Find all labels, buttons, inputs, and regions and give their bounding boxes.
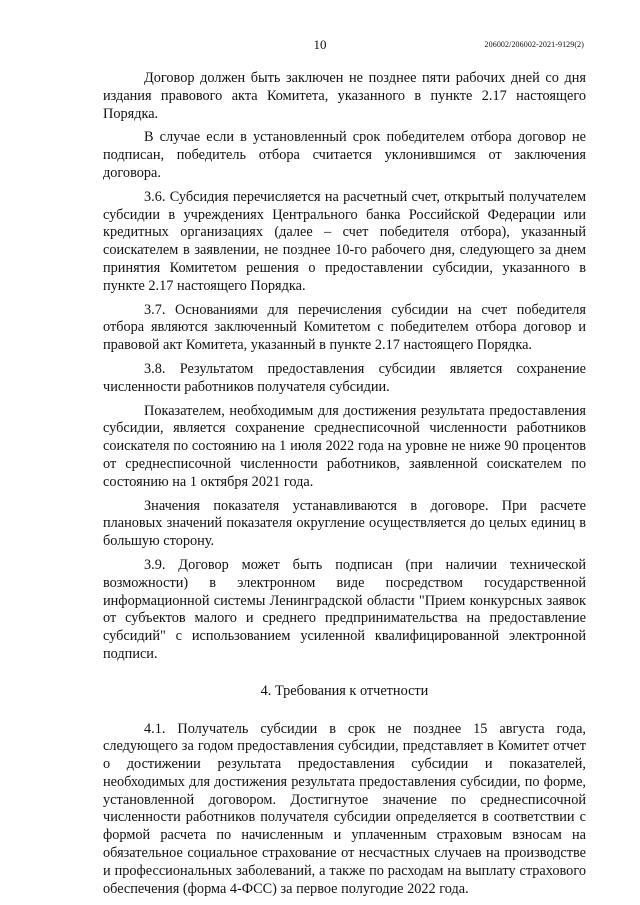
section-heading-reporting: 4. Требования к отчетности bbox=[260, 682, 429, 699]
page-number: 10 bbox=[313, 37, 327, 52]
paragraph-indicator-values: Значения показателя устанавливаются в договоре. При расчете плановых значений показателя округление осуществляется до целых единиц в большую сторону. bbox=[103, 497, 586, 550]
paragraph-4-1: 4.1. Получатель субсидии в срок не позднее 15 августа года, следующего за годом предоставления субсидии, представляет в Комитет отчет о достижении результата предоставления субсидии и показателей, необходимых для достижения результата предоставления субсидии, по форме, установленной договором. Достигнутое значение по среднесписочной численности работников получателя субсидии определяется в соответствии с формой расчета по начисленным и уплаченным страховым взносам на обязательное социальное страхование от несчастных случаев на производстве и профессиональных заболеваний, а также по расходам на выплату страхового обеспечения (форма 4-ФСС) за первое полугодие 2022 года. bbox=[103, 720, 586, 897]
document-code: 206002/206002-2021-9129(2) bbox=[484, 40, 584, 49]
paragraph-3-9: 3.9. Договор может быть подписан (при наличии технической возможности) в электронном виде посредством государственной информационной системы Ленинградской области "Прием конкурсных заявок от субъектов малого и среднего предпринимательства на предоставление субсидий" с использованием усиленной квалифицированной электронной подписи. bbox=[103, 556, 586, 662]
document-body bbox=[103, 70, 586, 904]
paragraph-3-6: 3.6. Субсидия перечисляется на расчетный счет, открытый получателем субсидии в учреждениях Центрального банка Российской Федерации или кредитных организациях (далее – счет победителя отбора), указанный соискателем в заявлении, не позднее 10-го рабочего дня, следующего за днем принятия Комитетом решения о предоставлении субсидии, указанного в пункте 2.17 настоящего Порядка. bbox=[103, 188, 586, 294]
paragraph-3-8: 3.8. Результатом предоставления субсидии является сохранение численности работников получателя субсидии. bbox=[103, 360, 586, 395]
paragraph-contract-deadline: Договор должен быть заключен не позднее пяти рабочих дней со дня издания правового акта Комитета, указанного в пункте 2.17 настоящего Порядка. bbox=[103, 70, 586, 122]
paragraph-3-7: 3.7. Основаниями для перечисления субсидии на счет победителя отбора являются заключенный Комитетом с победителем отбора договор и правовой акт Комитета, указанный в пункте 2.17 настоящего Порядка. bbox=[103, 301, 586, 354]
paragraph-contract-evasion: В случае если в установленный срок победителем отбора договор не подписан, победитель отбора считается уклонившимся от заключения договора. bbox=[103, 129, 586, 181]
paragraph-indicator: Показателем, необходимым для достижения результата предоставления субсидии, является сохранение среднесписочной численности работников соискателя по состоянию на 1 июля 2022 года на уровне не ниже 90 процентов от среднесписочной численности работников, заявленной соискателем по состоянию на 1 октября 2021 года. bbox=[103, 402, 586, 490]
